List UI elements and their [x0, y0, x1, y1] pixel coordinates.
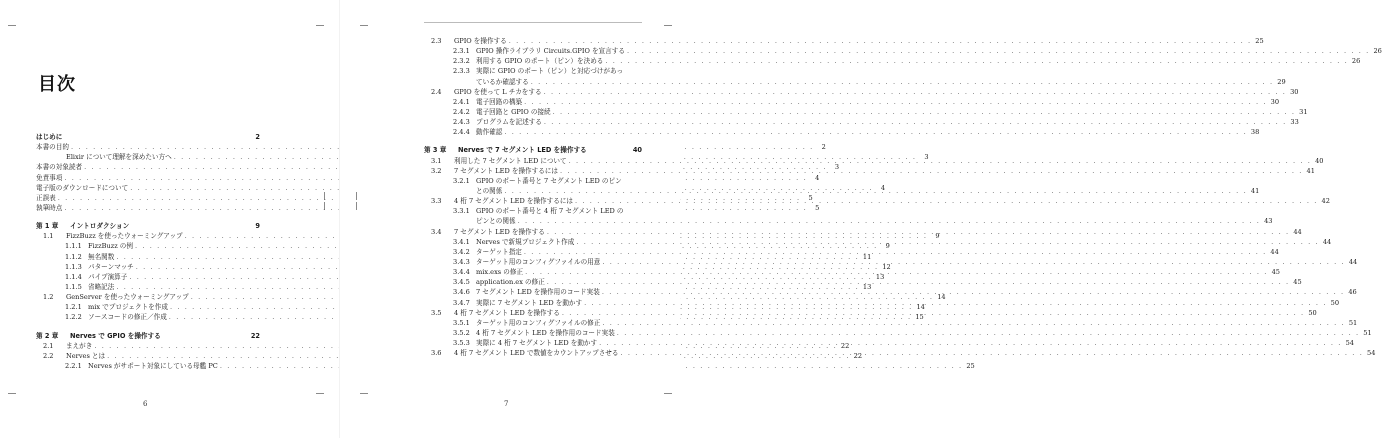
entry-number: 1.1: [43, 232, 54, 241]
chapter-number: 第 2 章: [36, 331, 59, 340]
entry-page: 12: [882, 262, 891, 271]
entry-title: との関係: [476, 186, 503, 195]
entry-number: 1.1.4: [65, 272, 82, 281]
entry-title: プログラムを記述する: [476, 118, 542, 127]
entry-title: 動作確認: [476, 128, 503, 137]
entry-page: 9: [255, 222, 260, 231]
entry-title: 本書の目的: [36, 143, 69, 152]
chapter-title: イントロダクション: [70, 222, 130, 231]
entry-number: 2.2: [43, 351, 54, 360]
entry-number: 1.1.5: [65, 282, 82, 291]
toc-chapter-entry[interactable]: [36, 331, 260, 341]
entry-title: ているか確認する: [476, 77, 529, 86]
toc-entry[interactable]: [424, 287, 1357, 297]
entry-title: ソースコードの修正／作成: [88, 313, 167, 322]
entry-title: 4 桁 7 セグメント LED を操作する: [454, 308, 560, 317]
toc-heading: 目次: [38, 74, 76, 95]
entry-title: 実際に GPIO のポート（ピン）と対応づけがあっ: [476, 67, 624, 76]
entry-page: 26: [1373, 47, 1382, 56]
entry-number: 3.4.1: [453, 237, 470, 246]
entry-number: 3.4.6: [453, 288, 470, 297]
entry-page: 26: [1351, 57, 1361, 66]
entry-number: 3.5.2: [453, 328, 470, 337]
leader-dots: [602, 318, 1345, 328]
entry-title: mix.exs の修正: [476, 268, 524, 277]
toc-entry[interactable]: [424, 107, 1308, 117]
crop-mark: [316, 393, 324, 394]
entry-number: 2.4.3: [453, 118, 470, 127]
leader-dots: [544, 87, 1287, 97]
entry-title: パターンマッチ: [88, 262, 134, 271]
leader-dots: [605, 56, 1348, 66]
toc-entry[interactable]: [424, 206, 642, 216]
entry-number: 3.3: [431, 197, 442, 206]
entry-page: 25: [1255, 37, 1264, 45]
entry-title: 7 セグメント LED を操作するには: [454, 166, 559, 175]
leader-dots: [504, 186, 1247, 196]
entry-title: GPIO のポート番号と 4 桁 7 セグメント LED の: [476, 207, 624, 216]
entry-number: 3.4.7: [453, 298, 470, 307]
entry-page: 30: [1270, 97, 1280, 106]
toc-entry[interactable]: [424, 237, 1332, 247]
top-rule: [424, 22, 642, 23]
entry-number: 3.4.3: [453, 257, 470, 266]
entry-number: 2.3.2: [453, 57, 470, 66]
entry-title: 本書の対象読者: [36, 163, 83, 172]
toc-entry[interactable]: [424, 318, 1358, 328]
leader-dots: [584, 298, 1327, 308]
toc-entry[interactable]: [424, 127, 1260, 137]
entry-page: 46: [1348, 288, 1357, 297]
entry-page: 44: [1270, 247, 1279, 256]
leader-dots: [560, 166, 1303, 176]
page-number: 6: [143, 400, 148, 408]
entry-title: Elixir について理解を深めたい方へ: [66, 153, 172, 162]
toc-entry[interactable]: [424, 56, 1361, 66]
entry-number: 1.2: [43, 293, 54, 302]
entry-title: FizzBuzz の例: [88, 242, 133, 251]
entry-title: 電子回路の構築: [476, 97, 523, 106]
leader-dots: [547, 277, 1290, 287]
entry-page: 50: [1308, 308, 1317, 317]
entry-page: 5: [815, 203, 820, 212]
entry-number: 3.4.2: [453, 247, 470, 256]
entry-page: 4: [880, 183, 886, 192]
entry-page: 44: [1293, 227, 1302, 236]
entry-page: 41: [1306, 166, 1315, 175]
toc-entry[interactable]: [424, 227, 1302, 237]
entry-title: GenServer を使ったウォーミングアップ: [66, 293, 189, 302]
crop-mark: [356, 192, 357, 200]
entry-page: 43: [1264, 217, 1273, 226]
entry-number: 2.4.4: [453, 128, 470, 137]
entry-title: GPIO を操作する: [454, 37, 507, 45]
entry-number: 3.5: [431, 308, 442, 317]
entry-number: 3.6: [431, 349, 442, 358]
toc-chapter-entry[interactable]: [36, 221, 260, 231]
leader-dots: [544, 117, 1287, 127]
toc-entry[interactable]: [424, 328, 1372, 338]
crop-mark: [356, 202, 357, 210]
entry-page: 5: [808, 193, 813, 202]
entry-title: まえがき: [66, 341, 93, 350]
entry-title: GPIO 操作ライブラリ Circuits.GPIO を宣言する: [476, 47, 625, 56]
entry-page: 51: [1363, 328, 1372, 337]
entry-title: 7 セグメント LED を操作用のコード実装: [476, 288, 600, 297]
entry-page: 14: [916, 303, 925, 312]
leader-dots: [504, 127, 1247, 137]
toc-entry[interactable]: [36, 361, 975, 371]
chapter-number: 第 1 章: [36, 222, 59, 231]
entry-number: 2.3.3: [453, 67, 470, 76]
entry-title: 7 セグメント LED を操作する: [454, 227, 545, 236]
entry-number: 2.3.1: [453, 47, 470, 56]
toc-entry[interactable]: [424, 216, 1273, 226]
crop-mark: [664, 25, 672, 26]
entry-title: application.ex の修正: [476, 278, 545, 287]
entry-number: 1.1.2: [65, 252, 82, 261]
entry-page: 3: [924, 153, 929, 162]
entry-page: 38: [1250, 128, 1260, 137]
entry-page: 15: [915, 313, 924, 322]
entry-title: 実際に 4 桁 7 セグメント LED を動かす: [476, 339, 598, 348]
toc-chapter-entry[interactable]: [424, 145, 642, 155]
leader-dots: [524, 97, 1267, 107]
toc-entry[interactable]: [36, 132, 260, 142]
leader-dots: [576, 237, 1319, 247]
entry-number: 3.4.5: [453, 278, 470, 287]
entry-page: 42: [1321, 197, 1330, 206]
toc-entry[interactable]: [36, 262, 891, 272]
entry-title: Nerves で新規プロジェクト作成: [476, 237, 575, 246]
entry-title: 4 桁 7 セグメント LED を操作するには: [454, 197, 574, 206]
leader-dots: [602, 287, 1345, 297]
leader-dots: [627, 46, 1370, 56]
entry-page: 50: [1330, 298, 1340, 307]
crop-mark: [8, 393, 16, 394]
toc-entry[interactable]: [424, 186, 1260, 196]
leader-dots: [575, 196, 1318, 206]
entry-page: 51: [1348, 318, 1358, 327]
leader-dots: [621, 348, 1364, 358]
leader-dots: [531, 77, 1274, 87]
entry-page: 22: [250, 331, 260, 340]
entry-page: 45: [1293, 278, 1302, 287]
entry-page: 25: [966, 361, 975, 370]
toc-entry[interactable]: [424, 117, 1299, 127]
entry-number: 3.2.1: [453, 176, 470, 185]
leader-dots: [525, 267, 1268, 277]
chapter-number: 第 3 章: [424, 146, 447, 155]
toc-entry[interactable]: [424, 87, 1299, 97]
entry-title: 利用した 7 セグメント LED について: [454, 156, 567, 165]
entry-page: 4: [815, 173, 820, 182]
entry-title: 正誤表: [36, 193, 56, 202]
entry-page: 13: [862, 282, 872, 291]
toc-entry[interactable]: [424, 46, 1382, 56]
entry-page: 45: [1271, 268, 1280, 277]
entry-title: 省略記法: [88, 282, 115, 291]
page-number: 7: [504, 400, 509, 408]
entry-number: 2.4.2: [453, 107, 470, 116]
entry-title: パイプ演算子: [88, 272, 128, 281]
entry-title: ピンとの関係: [476, 217, 516, 226]
entry-page: 31: [1299, 107, 1308, 116]
crop-mark: [360, 25, 368, 26]
entry-page: 14: [937, 293, 946, 302]
toc-entry[interactable]: [424, 66, 642, 76]
entry-title: 4 桁 7 セグメント LED で数値をカウントアップさせる: [454, 349, 619, 358]
entry-page: 2: [821, 143, 826, 152]
leader-dots: [518, 216, 1261, 226]
entry-number: 3.5.3: [453, 339, 470, 348]
leader-dots: [509, 36, 1252, 46]
chapter-title: Nerves で 7 セグメント LED を操作する: [458, 146, 587, 155]
toc-entry[interactable]: [424, 36, 1264, 46]
entry-title: 利用する GPIO のポート（ピン）を決める: [476, 57, 604, 66]
entry-title: 4 桁 7 セグメント LED を操作用のコード実装: [476, 328, 615, 337]
entry-page: 9: [885, 242, 890, 251]
entry-number: 1.2.1: [65, 303, 82, 312]
entry-page: 54: [1367, 349, 1376, 358]
toc-entry[interactable]: [424, 166, 1315, 176]
toc-entry[interactable]: [424, 156, 1324, 166]
toc-entry[interactable]: [424, 176, 642, 186]
entry-title: 無名関数: [88, 252, 115, 261]
chapter-title: Nerves で GPIO を操作する: [70, 331, 161, 340]
leader-dots: [602, 257, 1345, 267]
entry-title: GPIO のポート番号と 7 セグメント LED のピン: [476, 176, 622, 185]
entry-title: Nerves がサポート対象にしている母艦 PC: [88, 361, 218, 370]
entry-page: 41: [1250, 186, 1260, 195]
crop-mark: [316, 25, 324, 26]
entry-page: 2: [255, 133, 260, 141]
entry-number: 2.2.1: [65, 361, 82, 370]
entry-number: 3.3.1: [453, 207, 470, 216]
entry-title: ターゲット用のコンフィグファイルの修正: [476, 318, 601, 327]
leader-dots: [553, 107, 1296, 117]
entry-number: 1.1.1: [65, 242, 82, 251]
toc-entry[interactable]: [424, 77, 1286, 87]
entry-title: mix でプロジェクトを作成: [88, 303, 168, 312]
entry-number: 2.1: [43, 341, 54, 350]
crop-mark: [360, 393, 368, 394]
entry-page: 30: [1290, 87, 1299, 96]
entry-number: 3.4: [431, 227, 442, 236]
entry-page: 3: [834, 163, 840, 172]
leader-dots: [569, 156, 1312, 166]
entry-page: 13: [875, 272, 885, 281]
entry-page: 44: [1348, 257, 1358, 266]
entry-page: 9: [935, 232, 940, 241]
entry-title: 電子回路と GPIO の接続: [476, 107, 551, 116]
entry-title: 実際に 7 セグメント LED を動かす: [476, 298, 583, 307]
entry-title: 免責事項: [36, 173, 63, 182]
entry-number: 3.2: [431, 166, 442, 175]
entry-page: 40: [632, 146, 642, 155]
entry-title: Nerves とは: [66, 351, 106, 360]
entry-number: 3.1: [431, 156, 442, 165]
crop-mark: [8, 25, 16, 26]
leader-dots: [524, 247, 1267, 257]
entry-title: 電子版のダウンロードについて: [36, 183, 129, 192]
section-title: はじめに: [36, 133, 63, 141]
entry-number: 2.4.1: [453, 97, 470, 106]
entry-number: 2.3: [431, 37, 442, 45]
entry-title: FizzBuzz を使ったウォーミングアップ: [66, 232, 183, 241]
leader-dots: [562, 308, 1305, 318]
entry-page: 40: [1315, 156, 1324, 165]
crop-mark: [664, 393, 672, 394]
entry-title: 執筆時点: [36, 203, 63, 212]
entry-page: 33: [1290, 118, 1299, 127]
toc-entry[interactable]: [424, 97, 1280, 107]
entry-number: 1.2.2: [65, 313, 82, 322]
entry-page: 54: [1345, 339, 1354, 348]
leader-dots: [547, 227, 1290, 237]
entry-number: 3.4.4: [453, 268, 470, 277]
entry-title: ターゲット用のコンフィグファイルの用意: [476, 257, 601, 266]
entry-number: 3.5.1: [453, 318, 470, 327]
entry-number: 2.4: [431, 87, 442, 96]
entry-page: 22: [853, 351, 863, 360]
entry-page: 29: [1277, 77, 1286, 86]
entry-number: 1.1.3: [65, 262, 82, 271]
leader-dots: [617, 328, 1360, 338]
toc-entry[interactable]: [424, 196, 1330, 206]
entry-page: 22: [840, 341, 850, 350]
entry-title: GPIO を使って L チカをする: [454, 87, 542, 96]
leader-dots: [599, 338, 1342, 348]
entry-page: 11: [862, 252, 872, 261]
entry-page: 44: [1322, 237, 1332, 246]
entry-title: ターゲット指定: [476, 247, 522, 256]
